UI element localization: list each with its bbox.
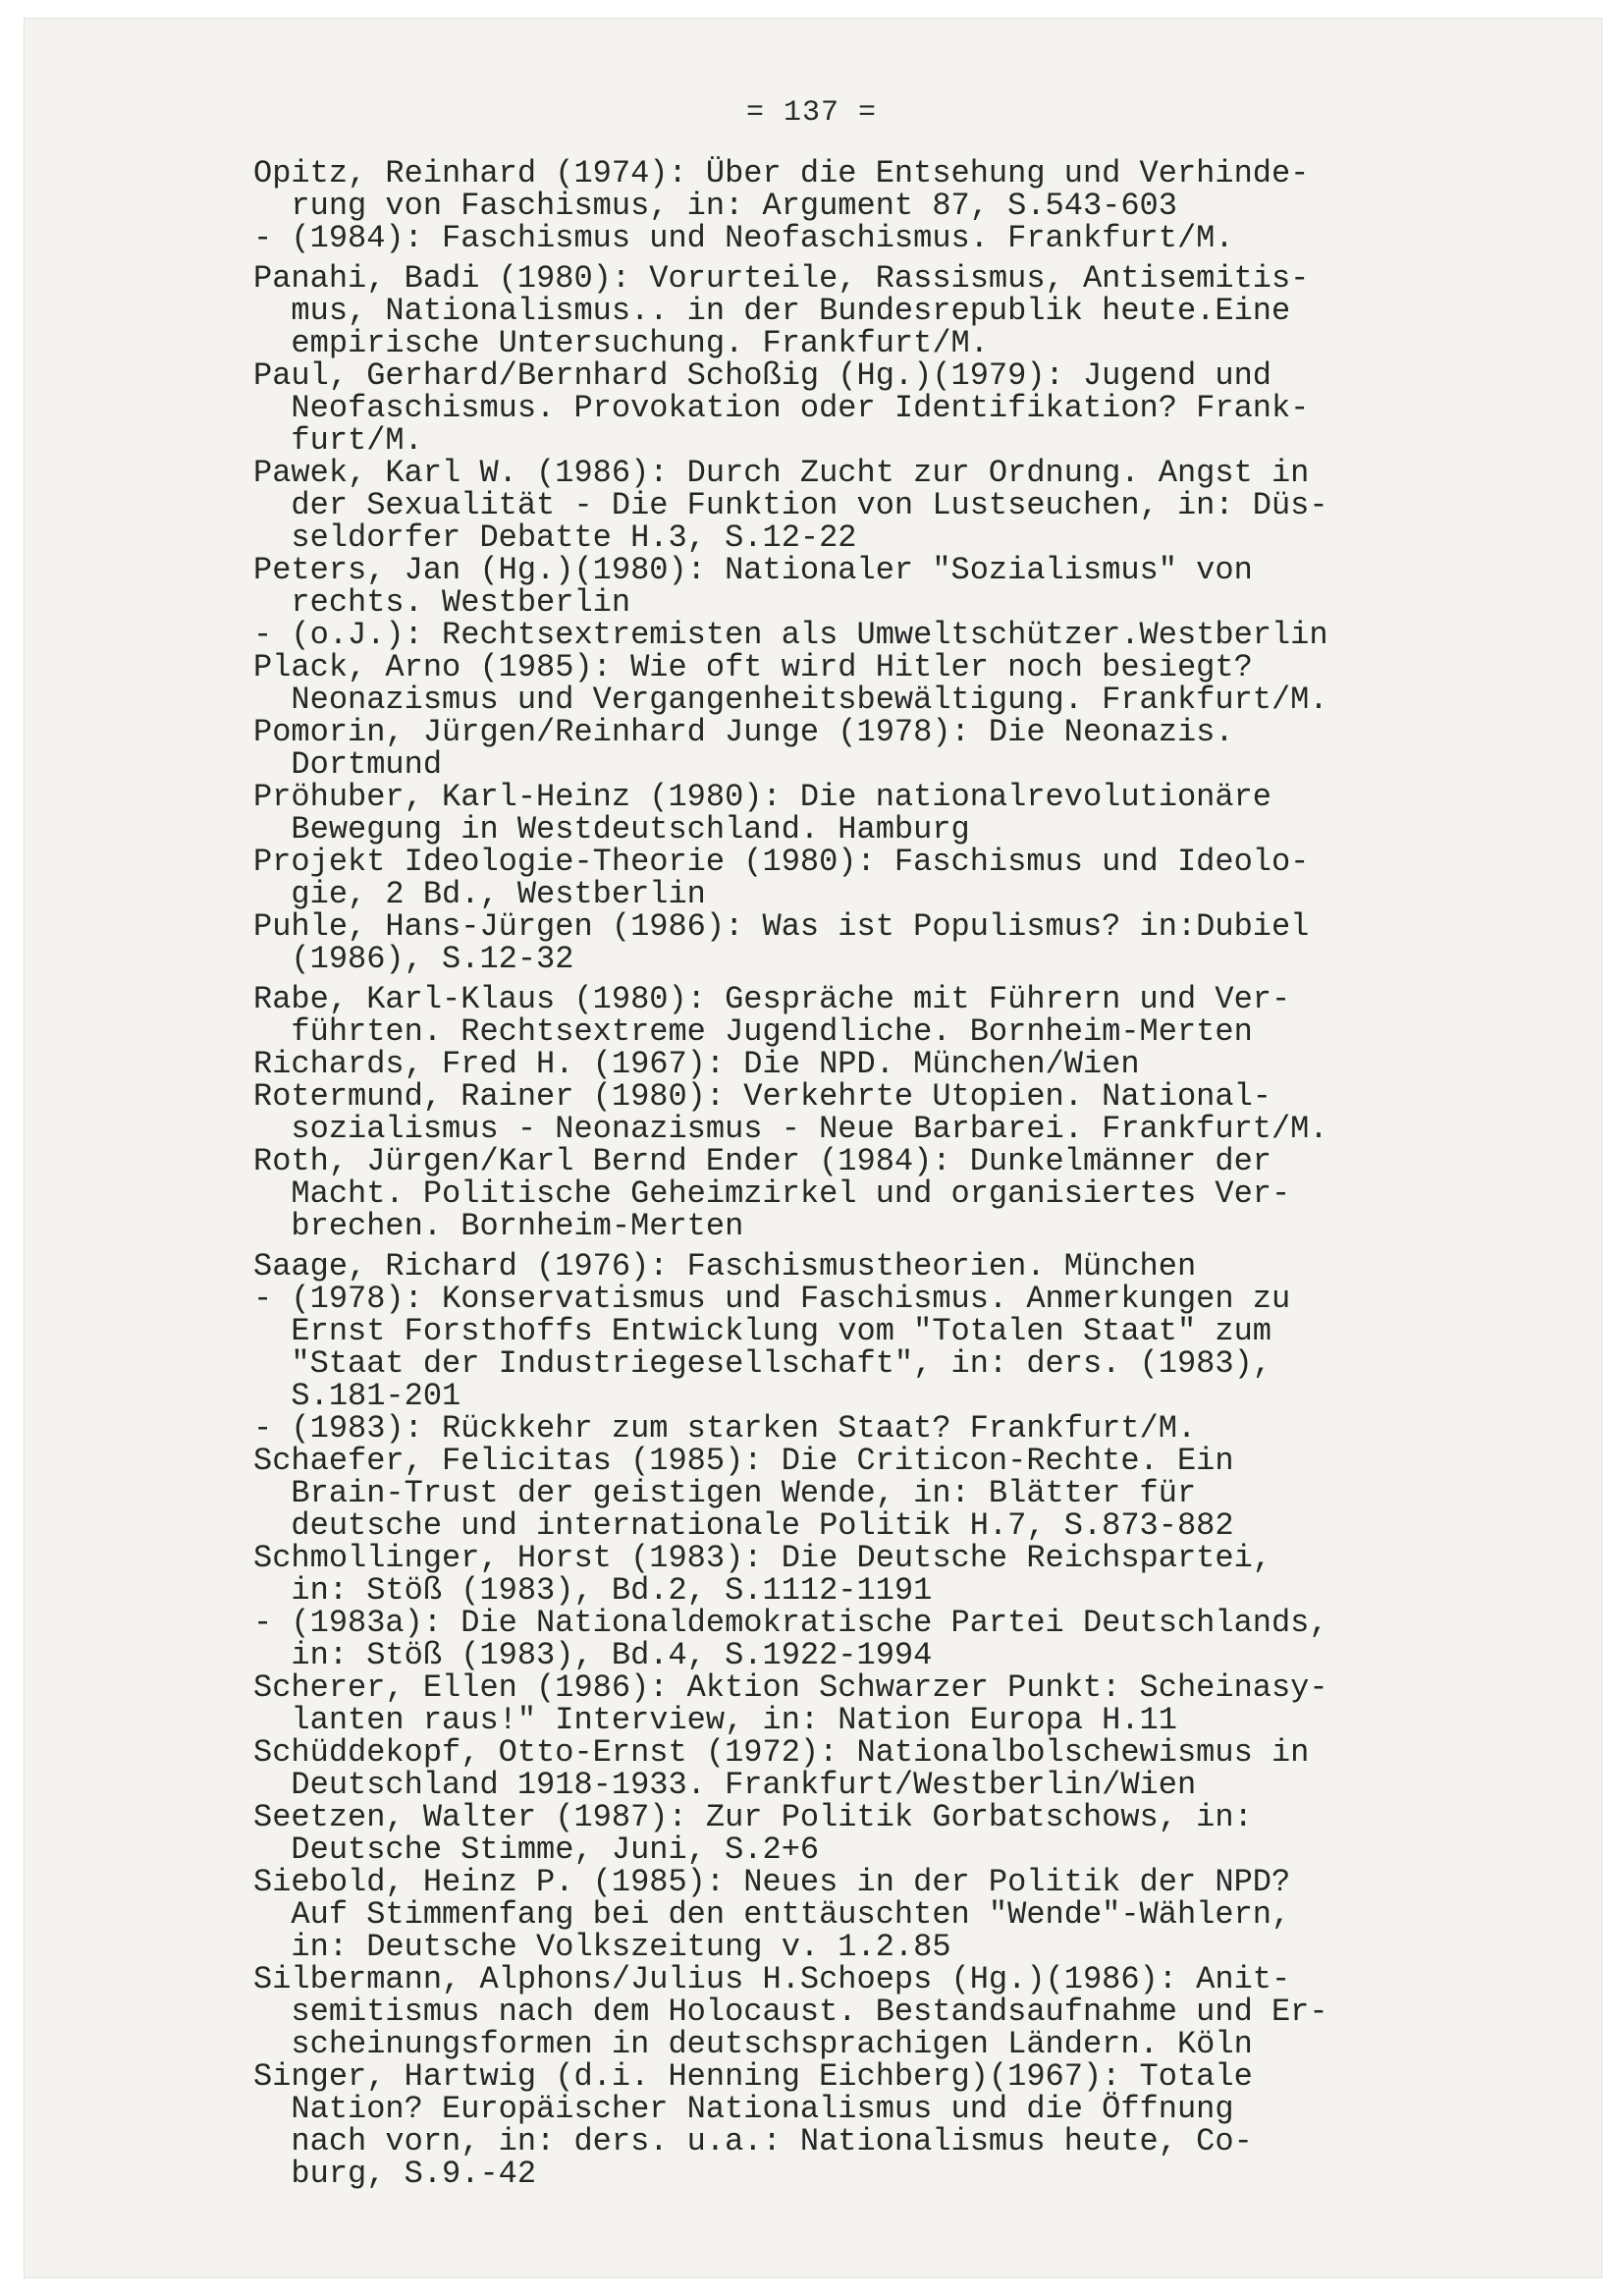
bibliography-entry: Richards, Fred H. (1967): Die NPD. München/Wien [253, 1046, 1140, 1082]
bibliography-entry: - (1983a): Die Nationaldemokratische Partei Deutschlands, in: Stöß (1983), Bd.4, S.1922-1994 [253, 1605, 1328, 1673]
bibliography-entry: Scherer, Ellen (1986): Aktion Schwarzer Punkt: Scheinasy- lanten raus!" Interview, in: Nation Europa H.11 [253, 1669, 1328, 1738]
bibliography-entry: Schaefer, Felicitas (1985): Die Criticon-Rechte. Ein Brain-Trust der geistigen Wende, in: Blätter für deutsche und internationale Politik H.7, S.873-882 [253, 1443, 1234, 1544]
bibliography-entry: Opitz, Reinhard (1974): Über die Entsehung und Verhinde- rung von Faschismus, in: Argument 87, S.543-603 [253, 155, 1310, 224]
bibliography-entry: Saage, Richard (1976): Faschismustheorien. München [253, 1248, 1197, 1285]
bibliography-entry: Pomorin, Jürgen/Reinhard Junge (1978): Die Neonazis. Dortmund [253, 714, 1234, 783]
bibliography-entry: Siebold, Heinz P. (1985): Neues in der Politik der NPD? Auf Stimmenfang bei den enttäuschten "Wende"-Wählern, in: Deutsche Volkszeitung v. 1.2.85 [253, 1864, 1291, 1965]
bibliography-entry: Plack, Arno (1985): Wie oft wird Hitler noch besiegt? Neonazismus und Vergangenheitsbewältigung. Frankfurt/M. [253, 649, 1328, 718]
bibliography-entry: Silbermann, Alphons/Julius H.Schoeps (Hg.)(1986): Anit- semitismus nach dem Holocaust. Bestandsaufnahme und Er- scheinungsformen in deutschsprachigen Ländern. Köln [253, 1961, 1328, 2062]
bibliography-entry: Roth, Jürgen/Karl Bernd Ender (1984): Dunkelmänner der Macht. Politische Geheimzirkel und organisiertes Ver- brechen. Bornheim-Merten [253, 1143, 1291, 1244]
bibliography-entry: - (o.J.): Rechtsextremisten als Umweltschützer.Westberlin [253, 617, 1328, 653]
bibliography-entry: - (1983): Rückkehr zum starken Staat? Frankfurt/M. [253, 1410, 1197, 1447]
bibliography-entry: Pröhuber, Karl-Heinz (1980): Die nationalrevolutionäre Bewegung in Westdeutschland. Hamburg [253, 779, 1271, 847]
bibliography-entry: Peters, Jan (Hg.)(1980): Nationaler "Sozialismus" von rechts. Westberlin [253, 552, 1253, 621]
bibliography-entry: - (1984): Faschismus und Neofaschismus. Frankfurt/M. [253, 220, 1234, 256]
bibliography-entry: - (1978): Konservatismus und Faschismus. Anmerkungen zu Ernst Forsthoffs Entwicklung vom "Totalen Staat" zum "Staat der Industriegesellschaft", in: ders. (1983), S.181-201 [253, 1281, 1291, 1414]
bibliography-entry: Schmollinger, Horst (1983): Die Deutsche Reichspartei, in: Stöß (1983), Bd.2, S.1112-1191 [253, 1540, 1271, 1609]
bibliography-entry: Puhle, Hans-Jürgen (1986): Was ist Populismus? in:Dubiel (1986), S.12-32 [253, 908, 1310, 977]
bibliography-entry: Schüddekopf, Otto-Ernst (1972): Nationalbolschewismus in Deutschland 1918-1933. Frankfurt/Westberlin/Wien [253, 1734, 1310, 1803]
bibliography-entry: Singer, Hartwig (d.i. Henning Eichberg)(1967): Totale Nation? Europäischer Nationalismus und die Öffnung nach vorn, in: ders. u.a.: Nationalismus heute, Co- burg, S.9.-42 [253, 2058, 1253, 2192]
bibliography-entry: Rotermund, Rainer (1980): Verkehrte Utopien. National- sozialismus - Neonazismus - Neue Barbarei. Frankfurt/M. [253, 1078, 1328, 1147]
bibliography-entry: Pawek, Karl W. (1986): Durch Zucht zur Ordnung. Angst in der Sexualität - Die Funktion von Lustseuchen, in: Düs- seldorfer Debatte H.3, S.12-22 [253, 455, 1328, 556]
bibliography-entry: Panahi, Badi (1980): Vorurteile, Rassismus, Antisemitis- mus, Nationalismus.. in der Bundesrepublik heute.Eine empirische Untersuchung. Frankfurt/M. [253, 260, 1310, 361]
bibliography-entry: Paul, Gerhard/Bernhard Schoßig (Hg.)(1979): Jugend und Neofaschismus. Provokation oder Identifikation? Frank- furt/M. [253, 357, 1310, 459]
bibliography-entry: Rabe, Karl-Klaus (1980): Gespräche mit Führern und Ver- führten. Rechtsextreme Jugendliche. Bornheim-Merten [253, 981, 1291, 1050]
bibliography-entry: Projekt Ideologie-Theorie (1980): Faschismus und Ideolo- gie, 2 Bd., Westberlin [253, 844, 1310, 912]
bibliography-entry: Seetzen, Walter (1987): Zur Politik Gorbatschows, in: Deutsche Stimme, Juni, S.2+6 [253, 1799, 1253, 1868]
bibliography-list [253, 157, 1490, 2190]
page-number: = 137 = [745, 96, 878, 130]
